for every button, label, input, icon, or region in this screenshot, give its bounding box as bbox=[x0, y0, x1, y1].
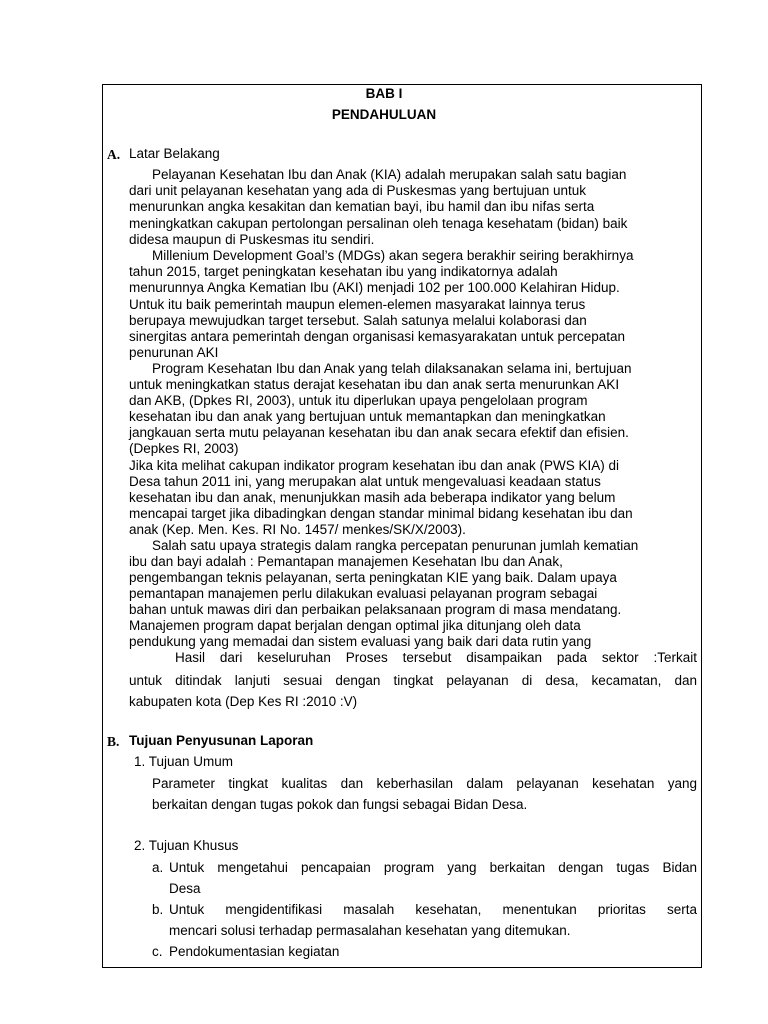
section-a-marker: A. bbox=[107, 147, 121, 162]
body-line: pendukung yang memadai dan sistem evaluasi yang baik dari data rutin yang bbox=[129, 634, 592, 649]
specific-item-line: mencari solusi terhadap permasalahan kesehatan yang ditemukan. bbox=[169, 923, 571, 938]
body-line: kesehatan ibu dan anak yang bertujuan untuk memantapkan dan meningkatkan bbox=[129, 409, 606, 424]
specific-item-marker: c. bbox=[152, 944, 163, 959]
body-line: tahun 2015, target peningkatan kesehatan ibu yang indikatornya adalah bbox=[129, 264, 558, 279]
body-line: Salah satu upaya strategis dalam rangka percepatan penurunan jumlah kematian bbox=[152, 538, 639, 553]
body-line: Pelayanan Kesehatan Ibu dan Anak (KIA) adalah merupakan salah satu bagian bbox=[152, 167, 627, 182]
chapter-label: BAB I bbox=[365, 86, 403, 101]
general-goal-label: 1. Tujuan Umum bbox=[134, 754, 234, 769]
chapter-title: PENDAHULUAN bbox=[331, 107, 437, 122]
specific-item-line: Desa bbox=[169, 881, 201, 896]
body-line: Manajemen program dapat berjalan dengan optimal jika ditunjang oleh data bbox=[129, 618, 581, 633]
specific-item-line: Untuk mengetahui pencapaian program yang berkaitan dengan tugas Bidan bbox=[169, 860, 697, 875]
body-line: dan AKB, (Dpkes RI, 2003), untuk itu diperlukan upaya pengelolaan program bbox=[129, 393, 588, 408]
body-line: Program Kesehatan Ibu dan Anak yang telah dilaksanakan selama ini, bertujuan bbox=[152, 361, 632, 376]
body-line: penurunan AKI bbox=[129, 345, 219, 360]
body-line: bahan untuk mawas diri dan perbaikan pelaksanaan program di masa mendatang. bbox=[129, 602, 622, 617]
body-line: Untuk itu baik pemerintah maupun elemen-elemen masyarakat lainnya terus bbox=[129, 297, 586, 312]
specific-item-line: Untuk mengidentifikasi masalah kesehatan, menentukan prioritas serta bbox=[169, 902, 697, 917]
body-line: didesa maupun di Puskesmas itu sendiri. bbox=[129, 232, 375, 247]
body-line: ibu dan bayi adalah : Pemantapan manajemen Kesehatan Ibu dan Anak, bbox=[129, 554, 563, 569]
body-line: menurunkan angka kesakitan dan kematian bayi, ibu hamil dan ibu nifas serta bbox=[129, 199, 595, 214]
section-b-marker: B. bbox=[107, 734, 120, 749]
body-line: mencapai target jika dibadingkan dengan standar minimal bidang kesehatan ibu dan bbox=[129, 506, 633, 521]
body-line: pengembangan teknis pelayanan, serta peningkatan KIE yang baik. Dalam upaya bbox=[129, 570, 617, 585]
body-line: anak (Kep. Men. Kes. RI No. 1457/ menkes/SK/X/2003). bbox=[129, 522, 466, 537]
body-line: Desa tahun 2011 ini, yang merupakan alat untuk mengevaluasi keadaan status bbox=[129, 474, 601, 489]
section-b-heading: Tujuan Penyusunan Laporan bbox=[129, 733, 314, 748]
body-line: kesehatan ibu dan anak, menunjukkan masih ada beberapa indikator yang belum bbox=[129, 490, 616, 505]
general-goal-line: Parameter tingkat kualitas dan keberhasilan dalam pelayanan kesehatan yang bbox=[152, 776, 697, 791]
body-line: jangkauan serta mutu pelayanan kesehatan ibu dan anak secara efektif dan efisien. bbox=[129, 425, 629, 440]
specific-item-marker: b. bbox=[152, 902, 164, 917]
body-line: pemantapan manajemen perlu dilakukan evaluasi pelayanan program sebagai bbox=[129, 586, 598, 601]
body-line: menurunnya Angka Kematian Ibu (AKI) menjadi 102 per 100.000 Kelahiran Hidup. bbox=[129, 280, 620, 295]
body-line: Millenium Development Goal’s (MDGs) akan segera berakhir seiring berakhirnya bbox=[152, 248, 634, 263]
specific-item-line: Pendokumentasian kegiatan bbox=[169, 944, 340, 959]
body-line: meningkatkan cakupan pertolongan persalinan oleh tenaga kesehatam (bidan) baik bbox=[129, 216, 628, 231]
closing-line: kabupaten kota (Dep Kes RI :2010 :V) bbox=[129, 694, 358, 709]
general-goal-line: berkaitan dengan tugas pokok dan fungsi sebagai Bidan Desa. bbox=[152, 797, 528, 812]
body-line: Jika kita melihat cakupan indikator program kesehatan ibu dan anak (PWS KIA) di bbox=[129, 458, 620, 473]
body-line: sinergitas antara pemerintah dengan organisasi kemasyarakatan untuk percepatan bbox=[129, 329, 626, 344]
section-a-heading: Latar Belakang bbox=[129, 146, 220, 161]
body-line: dari unit pelayanan kesehatan yang ada di Puskesmas yang bertujuan untuk bbox=[129, 183, 587, 198]
body-line: untuk meningkatkan status derajat kesehatan ibu dan anak serta menurunkan AKI bbox=[129, 377, 620, 392]
specific-item-marker: a. bbox=[152, 860, 164, 875]
body-line: berupaya mewujudkan target tersebut. Salah satunya melalui kolaborasi dan bbox=[129, 313, 587, 328]
specific-goal-label: 2. Tujuan Khusus bbox=[134, 838, 239, 853]
closing-line: untuk ditindak lanjuti sesuai dengan tingkat pelayanan di desa, kecamatan, dan bbox=[129, 673, 697, 688]
closing-line: Hasil dari keseluruhan Proses tersebut disampaikan pada sektor :Terkait bbox=[175, 650, 697, 665]
body-line: (Depkes RI, 2003) bbox=[129, 441, 239, 456]
